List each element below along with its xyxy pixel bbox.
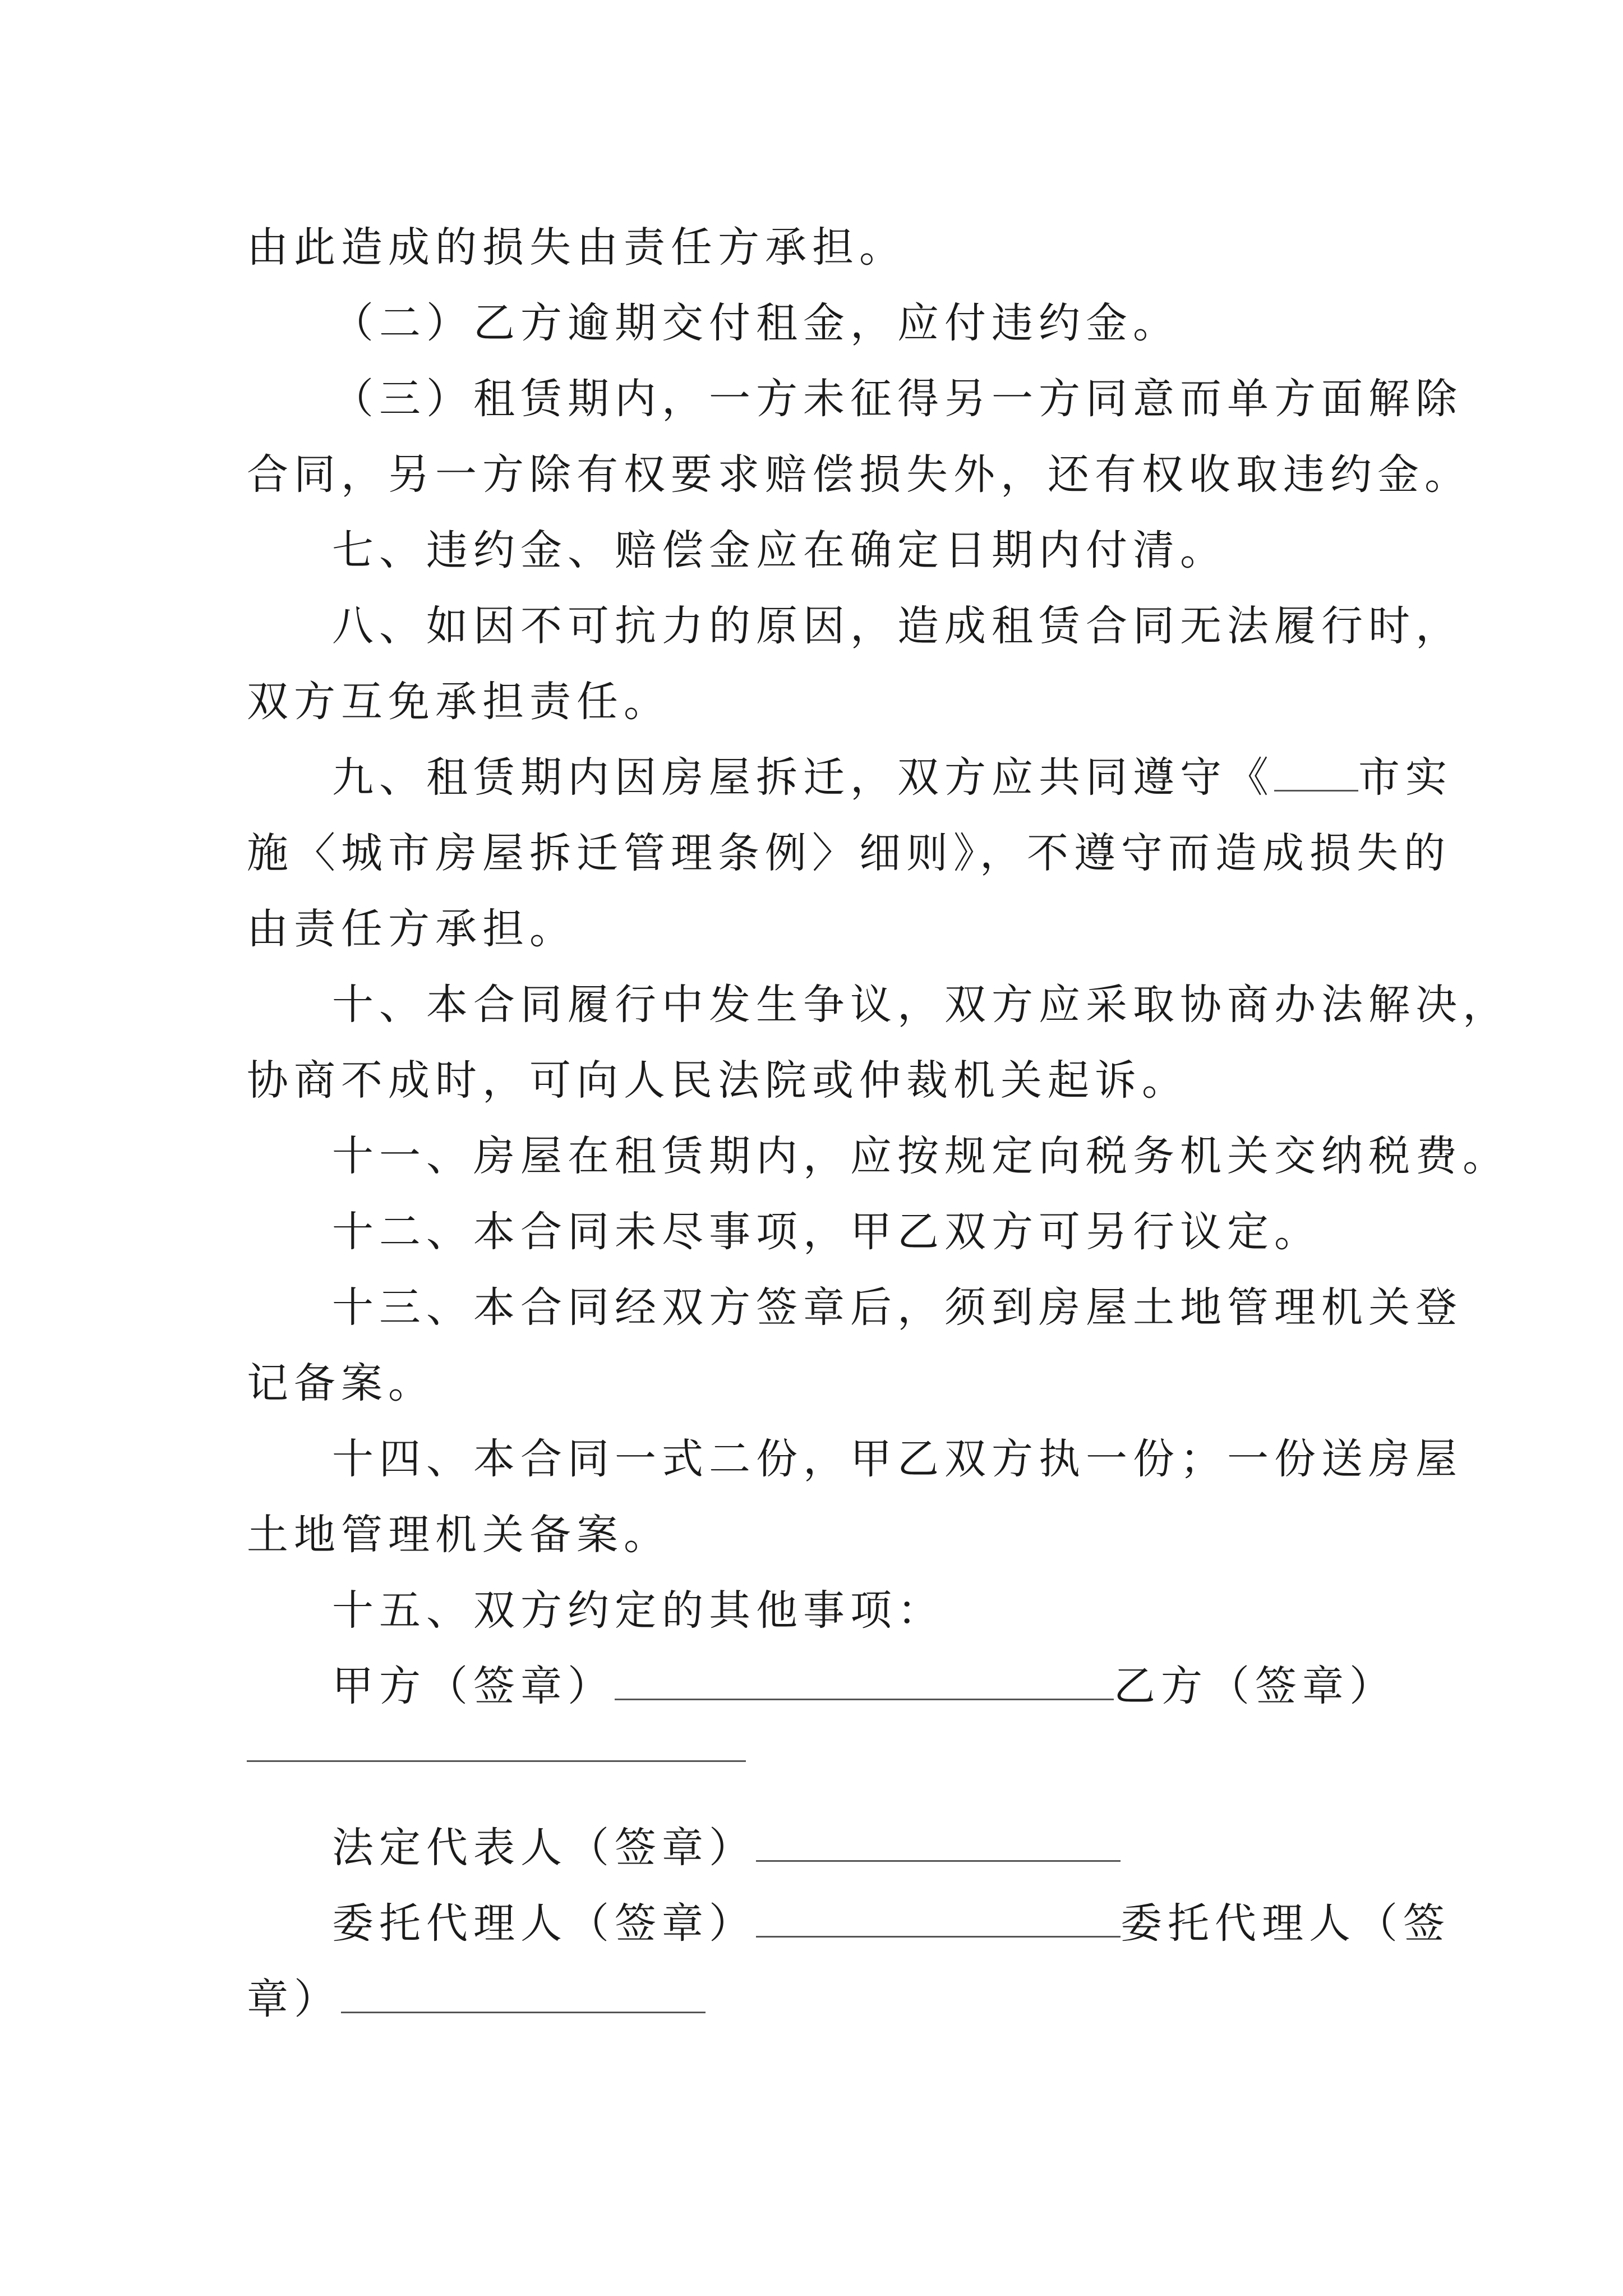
paragraph-line: 十一、房屋在租赁期内，应按规定向税务机关交纳税费。	[332, 1132, 1510, 1180]
party-b-label: 乙方（签章）	[1114, 1662, 1396, 1710]
party-b-signature-field[interactable]	[247, 1760, 746, 1762]
legal-rep-signature-field[interactable]	[756, 1821, 1121, 1862]
paragraph-line: 八、如因不可抗力的原因，造成租赁合同无法履行时，	[332, 602, 1463, 650]
agent-a-label: 委托代理人（签章）	[332, 1899, 756, 1948]
signature-line-agents	[247, 1885, 1476, 1962]
paragraph-line: 记备案。	[247, 1359, 435, 1407]
clause-nine-text: 九、租赁期内因房屋拆迁，双方应共同遵守《	[332, 753, 1274, 802]
paragraph-line: 十三、本合同经双方签章后，须到房屋土地管理机关登	[332, 1283, 1463, 1332]
legal-rep-label: 法定代表人（签章）	[332, 1824, 756, 1872]
party-a-label: 甲方（签章）	[332, 1662, 615, 1710]
paragraph-line: 双方互免承担责任。	[247, 678, 671, 726]
paragraph-line: 七、违约金、赔偿金应在确定日期内付清。	[332, 526, 1227, 574]
paragraph-line: （三）租赁期内，一方未征得另一方同意而单方面解除	[332, 375, 1463, 423]
agent-b-label-end: 章）	[247, 1975, 341, 2023]
city-name-blank[interactable]	[1274, 751, 1358, 792]
party-a-signature-field[interactable]	[615, 1659, 1114, 1700]
paragraph-line: 十五、双方约定的其他事项：	[332, 1586, 944, 1635]
paragraph-line: 十、本合同履行中发生争议，双方应采取协商办法解决，	[332, 981, 1510, 1029]
signature-line-parties	[247, 1648, 1476, 1725]
paragraph-line: 土地管理机关备案。	[247, 1511, 671, 1559]
clause-nine-text-end: 市实	[1358, 753, 1453, 802]
paragraph-line: （二）乙方逾期交付租金，应付违约金。	[332, 299, 1180, 347]
paragraph-line: 十二、本合同未尽事项，甲乙双方可另行议定。	[332, 1208, 1321, 1256]
paragraph-line: 合同，另一方除有权要求赔偿损失外，还有权收取违约金。	[247, 450, 1472, 499]
signature-line-legal-rep	[247, 1809, 1476, 1887]
paragraph-line: 由此造成的损失由责任方承担。	[247, 223, 906, 272]
paragraph-line: 施〈城市房屋拆迁管理条例〉细则》，不遵守而造成损失的	[247, 829, 1451, 877]
agent-b-label: 委托代理人（签	[1121, 1899, 1450, 1948]
paragraph-line: 十四、本合同一式二份，甲乙双方执一份；一份送房屋	[332, 1435, 1463, 1483]
paragraph-line-with-blank	[247, 739, 1476, 816]
agent-a-signature-field[interactable]	[756, 1897, 1121, 1938]
paragraph-line: 由责任方承担。	[247, 905, 577, 953]
paragraph-line: 协商不成时，可向人民法院或仲裁机关起诉。	[247, 1056, 1189, 1105]
signature-line-agent-b	[247, 1961, 1391, 2038]
agent-b-signature-field[interactable]	[341, 1972, 706, 2013]
